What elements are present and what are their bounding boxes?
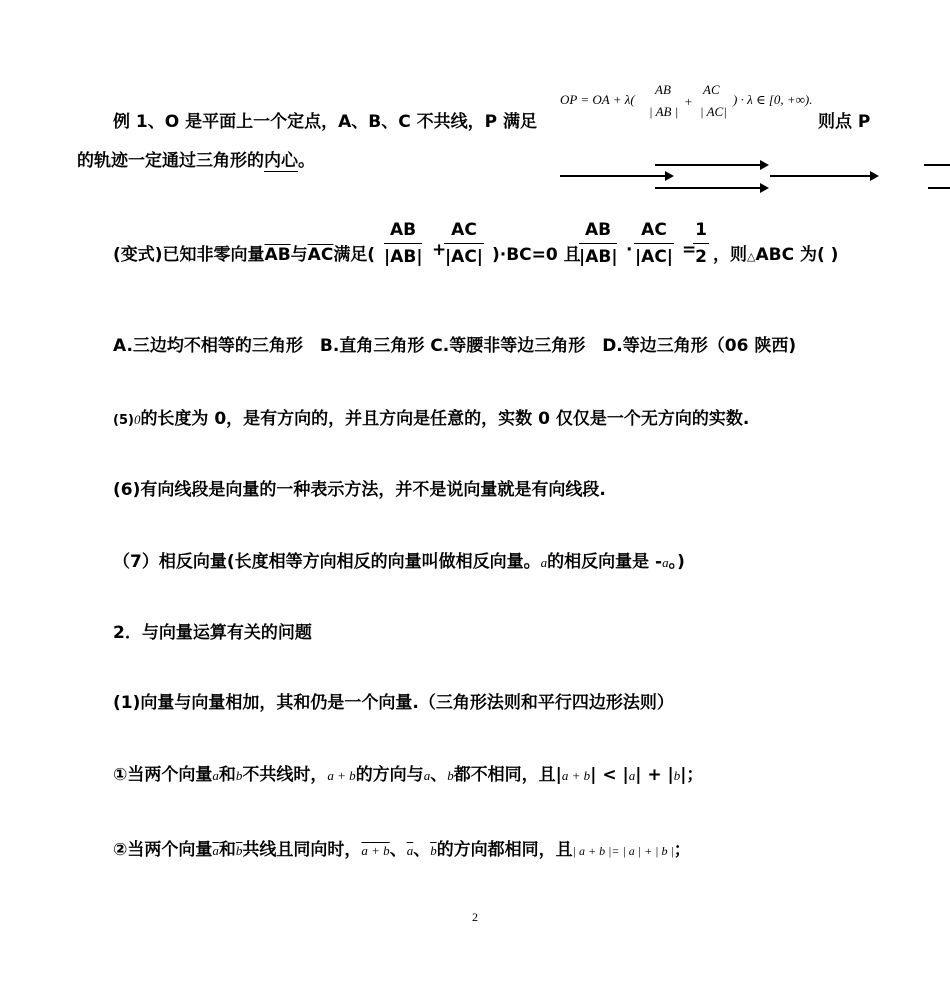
vector-ac: $\overline{AC}$ [307, 245, 334, 265]
example1-frac2-den: | AC| [700, 104, 727, 119]
variant-dot-bc: )·BC=0 且 [492, 245, 581, 265]
vector-arrow [770, 175, 877, 177]
case-2-t2: 的方向都相同，且 [436, 840, 573, 860]
item-7-pre: （7）相反向量(长度相等方向相反的向量叫做相反向量。 [113, 552, 541, 572]
page-number: 2 [472, 910, 478, 924]
case-1-pre: ①当两个向量 [113, 765, 213, 785]
case-1-and: 和 [218, 765, 236, 785]
example1-plus: + [684, 94, 693, 109]
example1-frac2-num: AC [703, 82, 720, 97]
item-6: (6)有向线段是向量的一种表示方法，并不是说向量就是有向线段. [113, 480, 606, 500]
variant-dot: · [626, 240, 633, 260]
vector-arrow-stub [924, 164, 950, 166]
vector-a: a [628, 768, 636, 783]
vector-b: $\overline{b}$ [430, 843, 437, 858]
vector-sum: a + b [327, 768, 356, 783]
variant-eq: = [682, 240, 697, 260]
vector-a: a [423, 768, 431, 783]
vector-a: $\overline{a}$ [212, 843, 219, 858]
example1-text: 例 1、O 是平面上一个定点，A、B、C 不共线，P 满足 [113, 112, 538, 132]
section-2-heading: 2．与向量运算有关的问题 [113, 623, 312, 643]
vector-a: a [662, 555, 669, 570]
case-2-end: ； [673, 840, 691, 860]
sub-1: (1)向量与向量相加，其和仍是一个向量.（三角形法则和平行四边形法则） [113, 693, 674, 713]
variant-pre-text: (变式)已知非零向量 [113, 245, 265, 265]
variant-plus: + [432, 240, 447, 260]
case-1-t1: 不共线时， [242, 765, 328, 785]
fraction-ac [444, 220, 484, 267]
vector-ab: $\overline{AB}$ [264, 245, 291, 265]
vector-b: b [673, 768, 681, 783]
case-2 [113, 835, 691, 860]
fraction-ab [384, 220, 422, 267]
variant-tail-text: ，则 [713, 245, 747, 265]
fraction-den: |AC| [444, 247, 484, 267]
vector-a: $\overline{a}$ [406, 843, 414, 858]
zero-vector: 0 [133, 412, 141, 427]
variant-and: 与 [290, 245, 308, 265]
fraction-num: AB [389, 220, 417, 240]
variant-pre [113, 240, 375, 265]
item-7-mid: 的相反向量是 - [547, 552, 663, 572]
fraction-ac-2 [634, 220, 674, 267]
answer-options: A.三边均不相等的三角形 B.直角三角形 C.等腰非等边三角形 D.等边三角形（06 陕西) [113, 336, 797, 356]
item-5-text: 的长度为 0，是有方向的，并且方向是任意的，实数 0 仅仅是一个无方向的实数. [140, 409, 750, 429]
example1-line2-pre: 的轨迹一定通过三角形的 [77, 151, 264, 171]
fraction-num: 1 [695, 220, 707, 240]
vector-b: b [235, 768, 243, 783]
case-1-t5: | + | [635, 765, 674, 785]
example1-then: 则点 P [818, 112, 871, 132]
example1-line2-end: 。 [298, 151, 315, 171]
case-1-t3: 都不相同，且| [453, 765, 562, 785]
fraction-num: AB [584, 220, 612, 240]
variant-satisfy: 满足( [333, 245, 376, 265]
example1-formula-head: OP = OA + λ( [560, 92, 635, 107]
vector-b: $\overline{b}$ [235, 843, 243, 858]
vector-arrow [655, 187, 767, 189]
example1-incenter: 内心 [264, 151, 298, 171]
example1-line2 [77, 146, 315, 171]
case-1-sep: 、 [430, 765, 448, 785]
case-1-t2: 的方向与 [355, 765, 424, 785]
case-2-sep: 、 [389, 840, 407, 860]
case-1 [113, 760, 703, 785]
fraction-num: AC [641, 220, 667, 240]
item-5-marker: (5) [113, 413, 134, 428]
triangle-symbol: △ [747, 250, 756, 263]
item-7 [113, 547, 685, 572]
vector-a: a [212, 768, 219, 783]
vector-sum: a + b [361, 843, 390, 858]
item-7-end: 。) [668, 552, 685, 572]
norm-equation: | a + b |= | a | + | b | [572, 844, 674, 858]
vector-arrow [560, 175, 672, 177]
fraction-half [693, 220, 709, 267]
item-5 [113, 404, 749, 429]
fraction-den: |AC| [634, 247, 674, 267]
case-2-t1: 共线且同向时， [242, 840, 362, 860]
example1-frac1-num: AB [655, 82, 671, 97]
case-2-sep: 、 [413, 840, 431, 860]
vector-sum: a + b [561, 768, 591, 783]
example1-formula-tail: ) · λ ∈ [0, +∞). [733, 92, 813, 107]
fraction-den: |AB| [384, 247, 423, 267]
example1-frac1-den: | AB | [649, 104, 679, 119]
variant-tail [713, 240, 838, 265]
case-1-t4: | < | [590, 765, 629, 785]
fraction-den: 2 [695, 247, 707, 267]
case-1-t6: |； [680, 765, 704, 785]
vector-a: a [540, 555, 548, 570]
case-2-and: 和 [218, 840, 236, 860]
vector-arrow [655, 164, 767, 166]
fraction-ab-2 [579, 220, 617, 267]
vector-b: b [447, 768, 454, 783]
vector-arrow-stub [928, 187, 950, 189]
case-2-pre: ②当两个向量 [113, 840, 213, 860]
variant-tail2-text: ABC 为( ) [755, 245, 839, 265]
fraction-den: |AB| [579, 247, 618, 267]
fraction-num: AC [451, 220, 477, 240]
